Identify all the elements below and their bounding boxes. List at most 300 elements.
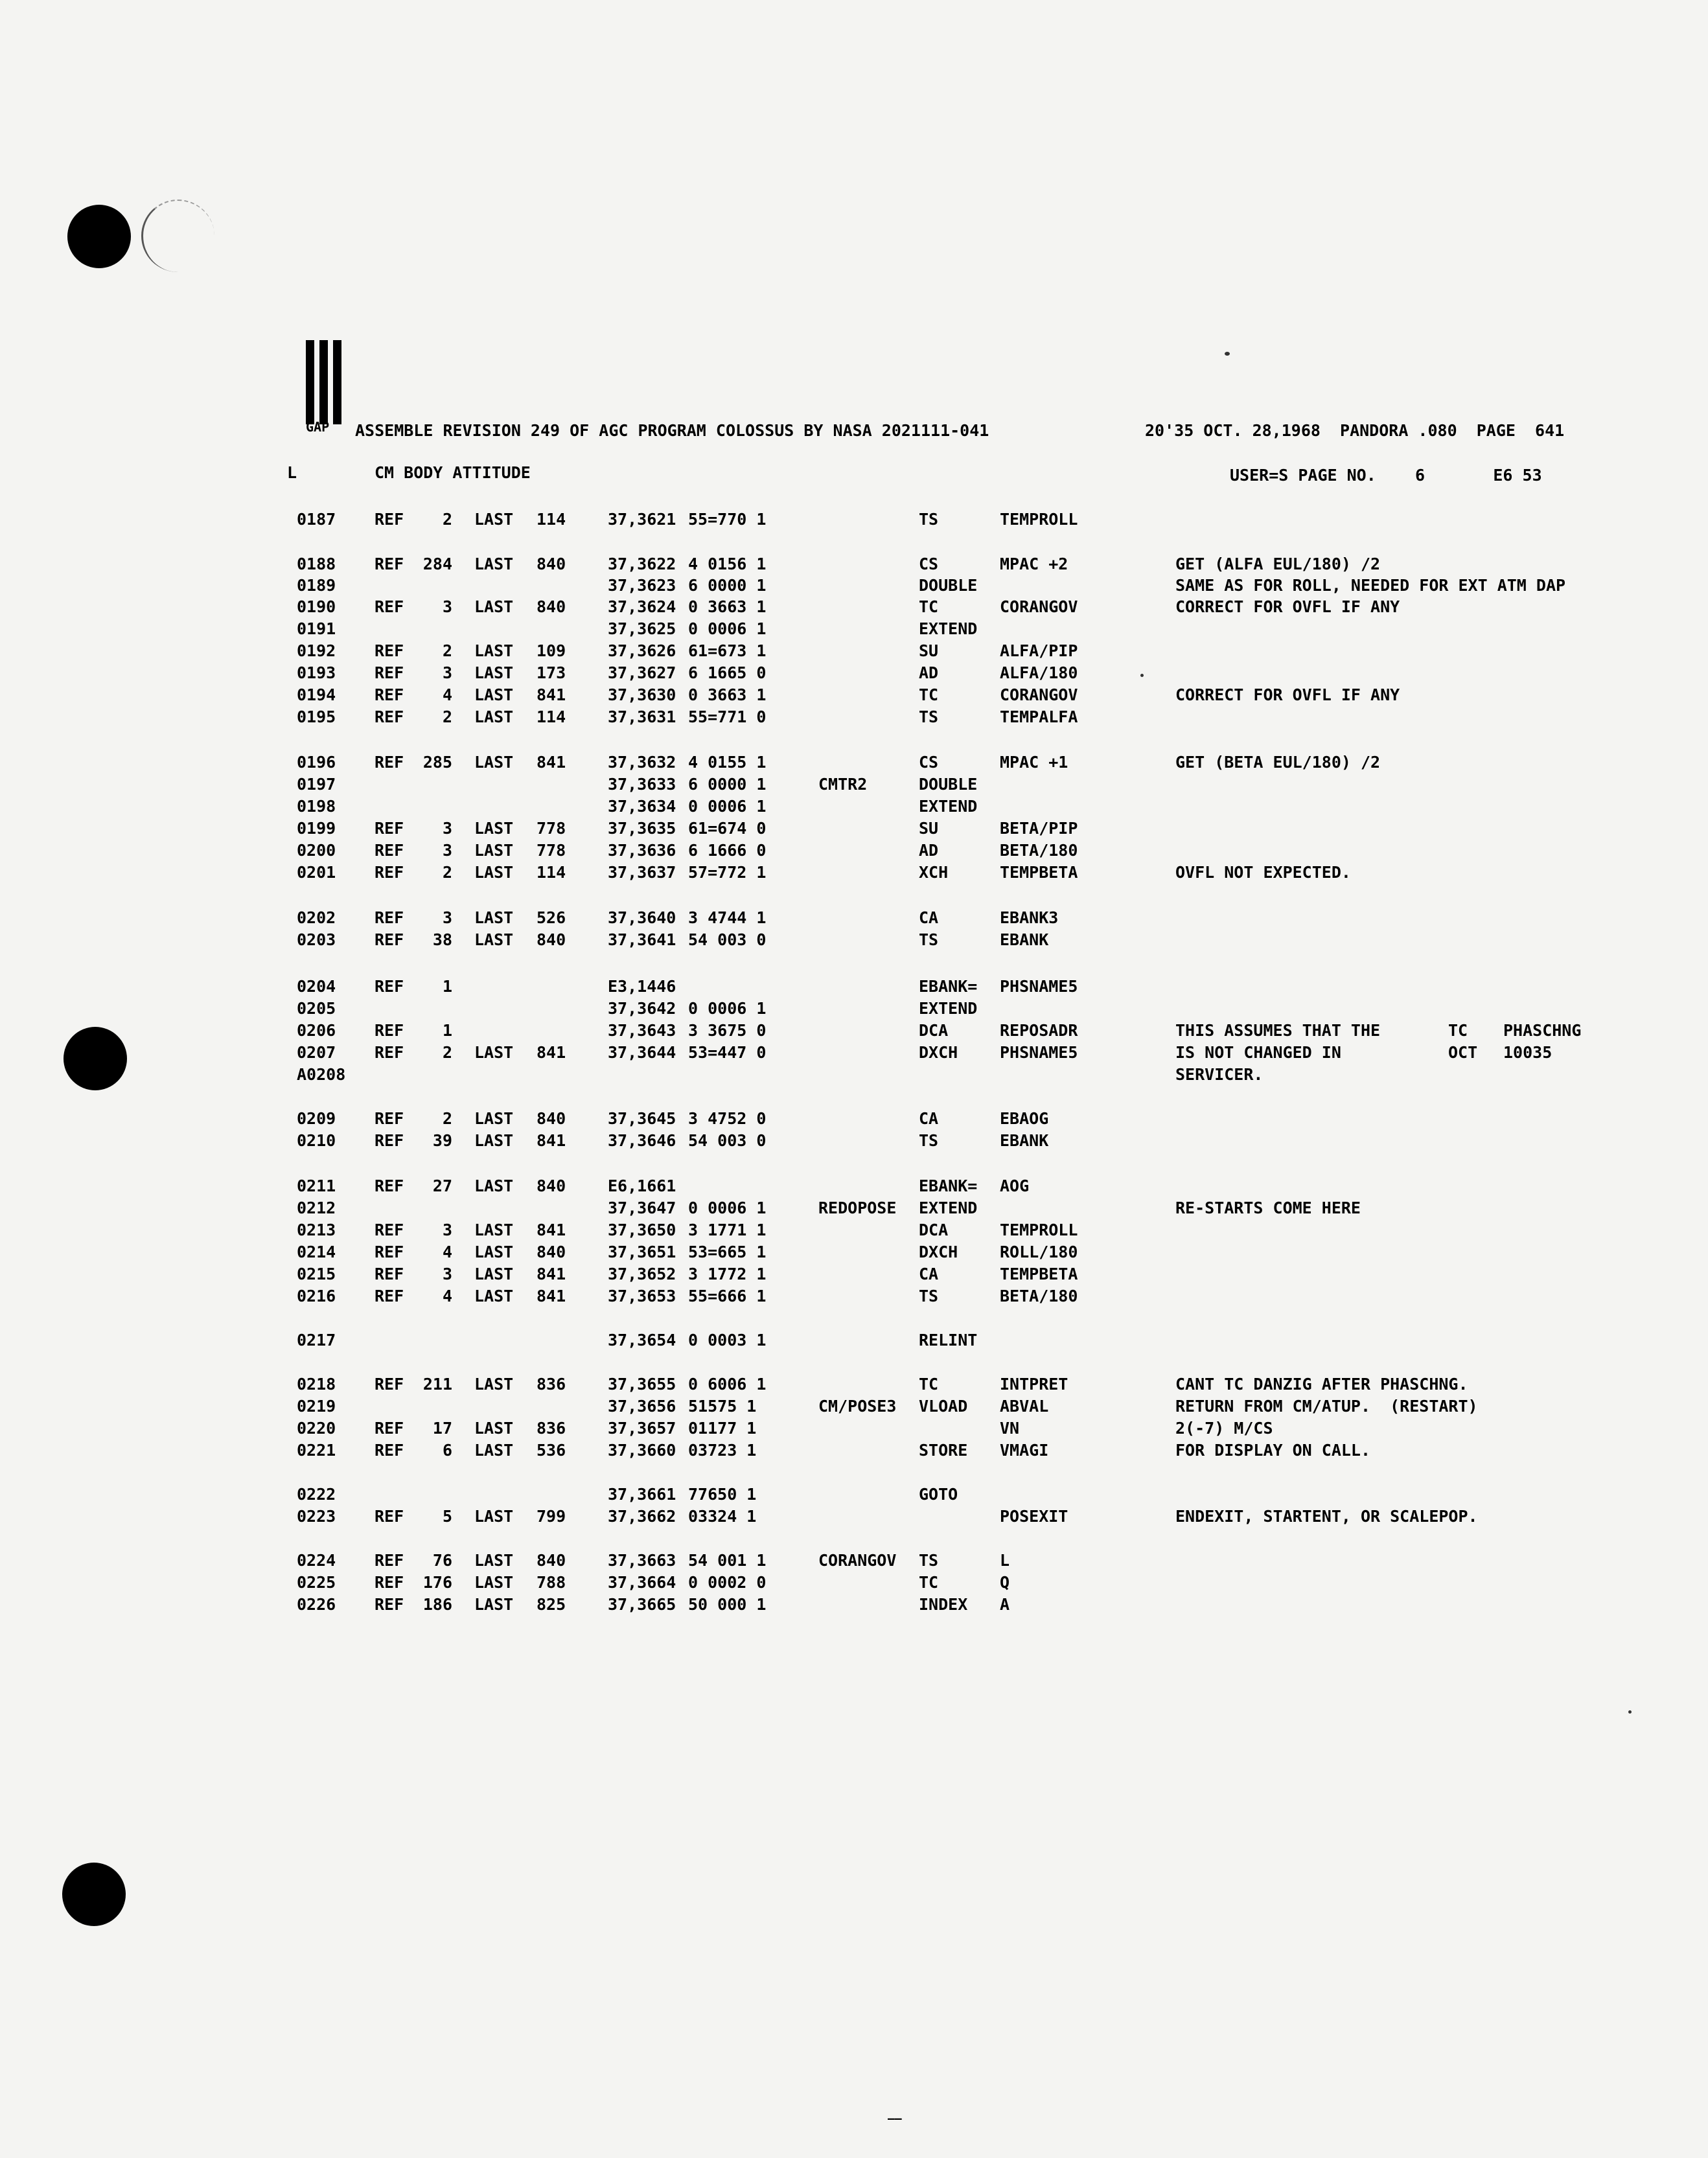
row-word: 0 0006 1 [688, 999, 767, 1018]
row-address: 37,3662 [608, 1507, 676, 1526]
row-ref: REF [375, 1131, 404, 1150]
row-last-link: 114 [537, 863, 566, 882]
row-operand: VN [1000, 1419, 1020, 1438]
row-line-number: 0194 [297, 685, 336, 704]
row-last: LAST [474, 555, 514, 573]
row-line-number: 0220 [297, 1419, 336, 1438]
row-operand: INTPRET [1000, 1375, 1068, 1394]
row-opcode: SU [919, 641, 939, 660]
row-operand: CORANGOV [1000, 685, 1078, 704]
row-ref-count: 3 [442, 908, 452, 927]
row-word: 6 0000 1 [688, 576, 767, 595]
row-ref: REF [375, 1375, 404, 1394]
row-word: 4 0155 1 [688, 753, 767, 772]
row-opcode: EXTEND [919, 797, 978, 816]
row-ref-count: 3 [442, 1221, 452, 1239]
row-opcode: TC [919, 685, 939, 704]
row-opcode: STORE [919, 1441, 968, 1460]
row-opcode: DCA [919, 1221, 949, 1239]
row-opcode: GOTO [919, 1485, 958, 1504]
row-line-number: 0218 [297, 1375, 336, 1394]
row-line-number: 0188 [297, 555, 336, 573]
row-line-number: 0202 [297, 908, 336, 927]
row-comment: RETURN FROM CM/ATUP. (RESTART) [1175, 1397, 1478, 1416]
row-line-number: 0191 [297, 619, 336, 638]
row-last: LAST [474, 1131, 514, 1150]
row-ref-count: 3 [442, 819, 452, 838]
row-last-link: 840 [537, 597, 566, 616]
row-address: 37,3653 [608, 1287, 676, 1305]
row-opcode: TS [919, 707, 939, 726]
row-operand: BETA/180 [1000, 1287, 1078, 1305]
section-letter: L [287, 463, 297, 482]
row-ref: REF [375, 597, 404, 616]
row-ref-count: 4 [442, 1287, 452, 1305]
row-last: LAST [474, 1573, 514, 1592]
banner-bars-logo [306, 340, 341, 424]
row-line-number: 0206 [297, 1021, 336, 1040]
row-last: LAST [474, 1441, 514, 1460]
row-ref-count: 39 [432, 1131, 452, 1150]
print-speck [1225, 352, 1230, 356]
row-word: 01177 1 [688, 1419, 757, 1438]
row-last-link: 841 [537, 753, 566, 772]
row-ref: REF [375, 977, 404, 996]
row-address: 37,3641 [608, 930, 676, 949]
row-last: LAST [474, 1221, 514, 1239]
row-opcode: AD [919, 663, 939, 682]
row-last: LAST [474, 819, 514, 838]
row-word: 53=447 0 [688, 1043, 767, 1062]
row-opcode: CA [919, 1109, 939, 1128]
section-title: CM BODY ATTITUDE [375, 463, 531, 482]
row-line-number: 0195 [297, 707, 336, 726]
row-address: 37,3633 [608, 775, 676, 794]
row-word: 3 3675 0 [688, 1021, 767, 1040]
row-opcode: CA [919, 908, 939, 927]
row-word: 3 1771 1 [688, 1221, 767, 1239]
row-word: 55=666 1 [688, 1287, 767, 1305]
row-last-link: 841 [537, 1221, 566, 1239]
row-word: 54 003 0 [688, 1131, 767, 1150]
row-last-link: 841 [537, 1043, 566, 1062]
row-address: 37,3665 [608, 1595, 676, 1614]
row-opcode: RELINT [919, 1331, 978, 1349]
row-address: 37,3650 [608, 1221, 676, 1239]
row-word: 50 000 1 [688, 1595, 767, 1614]
row-last-link: 825 [537, 1595, 566, 1614]
row-opcode: EBANK= [919, 977, 978, 996]
row-ref-count: 186 [422, 1595, 452, 1614]
row-word: 0 3663 1 [688, 685, 767, 704]
row-comment-2: TC [1448, 1021, 1468, 1040]
row-address: 37,3622 [608, 555, 676, 573]
row-ref: REF [375, 1109, 404, 1128]
row-label: CM/POSE3 [818, 1397, 897, 1416]
user-page-ref: USER=S PAGE NO. 6 E6 53 [1230, 466, 1542, 485]
row-ref-count: 5 [442, 1507, 452, 1526]
row-last-link: 526 [537, 908, 566, 927]
row-last: LAST [474, 863, 514, 882]
row-word: 54 001 1 [688, 1551, 767, 1570]
row-ref: REF [375, 863, 404, 882]
row-last: LAST [474, 908, 514, 927]
row-comment: ENDEXIT, STARTENT, OR SCALEPOP. [1175, 1507, 1478, 1526]
row-operand: POSEXIT [1000, 1507, 1068, 1526]
row-word: 03324 1 [688, 1507, 757, 1526]
row-address: 37,3657 [608, 1419, 676, 1438]
row-last-link: 840 [537, 1551, 566, 1570]
row-last: LAST [474, 1243, 514, 1261]
row-ref-count: 3 [442, 1265, 452, 1283]
row-opcode: INDEX [919, 1595, 968, 1614]
row-word: 6 1666 0 [688, 841, 767, 860]
row-line-number: 0190 [297, 597, 336, 616]
row-last: LAST [474, 1375, 514, 1394]
row-ref-count: 17 [432, 1419, 452, 1438]
row-line-number: 0205 [297, 999, 336, 1018]
row-operand: AOG [1000, 1177, 1030, 1195]
row-address: 37,3625 [608, 619, 676, 638]
row-last-link: 799 [537, 1507, 566, 1526]
row-ref: REF [375, 1265, 404, 1283]
binder-hole-arc [141, 200, 214, 272]
row-ref: REF [375, 641, 404, 660]
row-word: 0 0006 1 [688, 619, 767, 638]
row-label: CORANGOV [818, 1551, 897, 1570]
row-line-number: 0225 [297, 1573, 336, 1592]
row-ref-count: 27 [432, 1177, 452, 1195]
row-last-link: 836 [537, 1419, 566, 1438]
binder-hole-top [67, 205, 131, 268]
print-speck [1628, 1710, 1632, 1714]
row-operand: ALFA/180 [1000, 663, 1078, 682]
row-line-number: 0210 [297, 1131, 336, 1150]
row-address: 37,3651 [608, 1243, 676, 1261]
row-operand: CORANGOV [1000, 597, 1078, 616]
row-address: 37,3621 [608, 510, 676, 529]
row-opcode: AD [919, 841, 939, 860]
row-comment-2: OCT [1448, 1043, 1478, 1062]
row-line-number: 0212 [297, 1199, 336, 1217]
row-last: LAST [474, 685, 514, 704]
row-address: E3,1446 [608, 977, 676, 996]
binder-hole-middle [63, 1027, 127, 1090]
row-ref-count: 4 [442, 685, 452, 704]
row-word: 6 1665 0 [688, 663, 767, 682]
row-ref-count: 2 [442, 1043, 452, 1062]
row-opcode: EXTEND [919, 1199, 978, 1217]
row-opcode: XCH [919, 863, 949, 882]
row-last-link: 836 [537, 1375, 566, 1394]
row-last: LAST [474, 641, 514, 660]
row-address: 37,3652 [608, 1265, 676, 1283]
row-address: 37,3663 [608, 1551, 676, 1570]
row-label: CMTR2 [818, 775, 868, 794]
row-opcode: EBANK= [919, 1177, 978, 1195]
row-line-number: 0201 [297, 863, 336, 882]
row-ref: REF [375, 1287, 404, 1305]
row-ref-count: 3 [442, 841, 452, 860]
row-address: 37,3635 [608, 819, 676, 838]
row-line-number: 0198 [297, 797, 336, 816]
row-line-number: 0217 [297, 1331, 336, 1349]
row-opcode: TS [919, 1551, 939, 1570]
row-operand: TEMPBETA [1000, 1265, 1078, 1283]
row-line-number: 0187 [297, 510, 336, 529]
row-comment: 2(-7) M/CS [1175, 1419, 1273, 1438]
footer-mark: –– [888, 2112, 902, 2126]
row-address: 37,3634 [608, 797, 676, 816]
row-operand: Q [1000, 1573, 1010, 1592]
row-label: REDOPOSE [818, 1199, 897, 1217]
row-ref: REF [375, 1043, 404, 1062]
row-word: 53=665 1 [688, 1243, 767, 1261]
row-operand: VMAGI [1000, 1441, 1049, 1460]
row-last-link: 840 [537, 1177, 566, 1195]
row-opcode: EXTEND [919, 999, 978, 1018]
row-opcode: TS [919, 930, 939, 949]
row-comment: GET (ALFA EUL/180) /2 [1175, 555, 1381, 573]
row-operand: MPAC +2 [1000, 555, 1068, 573]
row-line-number: 0222 [297, 1485, 336, 1504]
row-last: LAST [474, 1287, 514, 1305]
row-ref-count: 3 [442, 663, 452, 682]
row-line-number: 0224 [297, 1551, 336, 1570]
row-last: LAST [474, 1595, 514, 1614]
row-last-link: 173 [537, 663, 566, 682]
row-last: LAST [474, 1265, 514, 1283]
row-last: LAST [474, 510, 514, 529]
row-comment: CORRECT FOR OVFL IF ANY [1175, 597, 1400, 616]
binder-hole-bottom [62, 1863, 126, 1926]
row-word: 3 1772 1 [688, 1265, 767, 1283]
row-line-number: 0207 [297, 1043, 336, 1062]
row-word: 6 0000 1 [688, 775, 767, 794]
row-last-link: 114 [537, 707, 566, 726]
banner-bar [319, 340, 328, 424]
row-ref: REF [375, 510, 404, 529]
row-word: 3 4752 0 [688, 1109, 767, 1128]
row-opcode: EXTEND [919, 619, 978, 638]
row-comment: SERVICER. [1175, 1065, 1264, 1084]
row-word: 3 4744 1 [688, 908, 767, 927]
row-ref-count: 285 [422, 753, 452, 772]
row-last-link: 840 [537, 1243, 566, 1261]
row-comment-3: 10035 [1503, 1043, 1552, 1062]
row-word: 03723 1 [688, 1441, 757, 1460]
row-address: 37,3661 [608, 1485, 676, 1504]
row-opcode: SU [919, 819, 939, 838]
row-opcode: CA [919, 1265, 939, 1283]
row-last-link: 841 [537, 685, 566, 704]
row-word: 4 0156 1 [688, 555, 767, 573]
print-speck [1140, 674, 1144, 677]
row-address: 37,3655 [608, 1375, 676, 1394]
row-ref-count: 2 [442, 1109, 452, 1128]
row-last-link: 536 [537, 1441, 566, 1460]
row-word: 55=771 0 [688, 707, 767, 726]
row-address: 37,3645 [608, 1109, 676, 1128]
row-operand: PHSNAME5 [1000, 977, 1078, 996]
row-last-link: 840 [537, 555, 566, 573]
row-ref-count: 76 [432, 1551, 452, 1570]
row-last: LAST [474, 1551, 514, 1570]
row-last-link: 114 [537, 510, 566, 529]
row-line-number: 0203 [297, 930, 336, 949]
row-line-number: 0211 [297, 1177, 336, 1195]
row-opcode: TS [919, 510, 939, 529]
row-operand: A [1000, 1595, 1010, 1614]
row-ref: REF [375, 707, 404, 726]
row-operand: ABVAL [1000, 1397, 1049, 1416]
row-address: 37,3644 [608, 1043, 676, 1062]
row-last-link: 841 [537, 1131, 566, 1150]
row-word: 0 6006 1 [688, 1375, 767, 1394]
row-ref: REF [375, 908, 404, 927]
row-address: 37,3646 [608, 1131, 676, 1150]
row-address: 37,3656 [608, 1397, 676, 1416]
row-opcode: DXCH [919, 1043, 958, 1062]
row-ref: REF [375, 841, 404, 860]
row-operand: TEMPBETA [1000, 863, 1078, 882]
row-line-number: 0215 [297, 1265, 336, 1283]
row-line-number: 0221 [297, 1441, 336, 1460]
row-ref-count: 2 [442, 863, 452, 882]
row-address: 37,3632 [608, 753, 676, 772]
row-line-number: 0209 [297, 1109, 336, 1128]
row-ref: REF [375, 1243, 404, 1261]
row-opcode: TC [919, 1573, 939, 1592]
row-ref: REF [375, 663, 404, 682]
row-address: 37,3624 [608, 597, 676, 616]
row-opcode: CS [919, 555, 939, 573]
row-last: LAST [474, 597, 514, 616]
row-comment: RE-STARTS COME HERE [1175, 1199, 1361, 1217]
row-line-number: 0189 [297, 576, 336, 595]
row-line-number: A0208 [297, 1065, 346, 1084]
row-last-link: 778 [537, 819, 566, 838]
row-address: 37,3642 [608, 999, 676, 1018]
row-address: 37,3660 [608, 1441, 676, 1460]
row-address: 37,3664 [608, 1573, 676, 1592]
row-word: 54 003 0 [688, 930, 767, 949]
row-operand: EBANK [1000, 930, 1049, 949]
row-word: 77650 1 [688, 1485, 757, 1504]
row-address: 37,3631 [608, 707, 676, 726]
row-last: LAST [474, 930, 514, 949]
row-opcode: DXCH [919, 1243, 958, 1261]
row-address: 37,3647 [608, 1199, 676, 1217]
row-ref-count: 176 [422, 1573, 452, 1592]
row-address: 37,3623 [608, 576, 676, 595]
row-ref: REF [375, 685, 404, 704]
row-line-number: 0219 [297, 1397, 336, 1416]
row-comment-3: PHASCHNG [1503, 1021, 1582, 1040]
row-last: LAST [474, 1419, 514, 1438]
row-ref: REF [375, 1221, 404, 1239]
row-last-link: 109 [537, 641, 566, 660]
row-last: LAST [474, 1507, 514, 1526]
row-opcode: TC [919, 597, 939, 616]
row-last: LAST [474, 841, 514, 860]
row-word: 61=674 0 [688, 819, 767, 838]
row-opcode: VLOAD [919, 1397, 968, 1416]
row-last-link: 840 [537, 1109, 566, 1128]
row-operand: BETA/PIP [1000, 819, 1078, 838]
row-operand: TEMPROLL [1000, 510, 1078, 529]
row-operand: EBANK3 [1000, 908, 1059, 927]
row-ref: REF [375, 1595, 404, 1614]
row-last: LAST [474, 1043, 514, 1062]
row-operand: BETA/180 [1000, 841, 1078, 860]
row-comment: IS NOT CHANGED IN [1175, 1043, 1341, 1062]
row-line-number: 0197 [297, 775, 336, 794]
row-ref-count: 1 [442, 1021, 452, 1040]
row-address: 37,3636 [608, 841, 676, 860]
row-last: LAST [474, 753, 514, 772]
row-ref-count: 2 [442, 510, 452, 529]
row-last-link: 840 [537, 930, 566, 949]
row-operand: L [1000, 1551, 1010, 1570]
row-operand: PHSNAME5 [1000, 1043, 1078, 1062]
row-line-number: 0193 [297, 663, 336, 682]
row-comment: OVFL NOT EXPECTED. [1175, 863, 1351, 882]
row-address: 37,3626 [608, 641, 676, 660]
row-opcode: CS [919, 753, 939, 772]
row-ref-count: 211 [422, 1375, 452, 1394]
row-opcode: DCA [919, 1021, 949, 1040]
row-last: LAST [474, 1109, 514, 1128]
row-operand: REPOSADR [1000, 1021, 1078, 1040]
row-operand: ROLL/180 [1000, 1243, 1078, 1261]
row-ref: REF [375, 555, 404, 573]
row-opcode: DOUBLE [919, 775, 978, 794]
row-line-number: 0226 [297, 1595, 336, 1614]
row-ref: REF [375, 753, 404, 772]
row-last-link: 778 [537, 841, 566, 860]
row-comment: FOR DISPLAY ON CALL. [1175, 1441, 1371, 1460]
row-last-link: 841 [537, 1265, 566, 1283]
row-ref-count: 2 [442, 707, 452, 726]
row-ref: REF [375, 1507, 404, 1526]
row-last: LAST [474, 707, 514, 726]
row-opcode: TS [919, 1287, 939, 1305]
row-ref-count: 6 [442, 1441, 452, 1460]
row-operand: TEMPALFA [1000, 707, 1078, 726]
row-word: 0 0003 1 [688, 1331, 767, 1349]
row-opcode: DOUBLE [919, 576, 978, 595]
row-operand: ALFA/PIP [1000, 641, 1078, 660]
row-address: 37,3640 [608, 908, 676, 927]
row-opcode: TS [919, 1131, 939, 1150]
row-word: 61=673 1 [688, 641, 767, 660]
row-ref: REF [375, 1551, 404, 1570]
row-word: 0 0002 0 [688, 1573, 767, 1592]
row-line-number: 0223 [297, 1507, 336, 1526]
row-comment: CORRECT FOR OVFL IF ANY [1175, 685, 1400, 704]
row-line-number: 0200 [297, 841, 336, 860]
assembly-title: ASSEMBLE REVISION 249 OF AGC PROGRAM COLOSSUS BY NASA 2021111-041 [355, 421, 989, 440]
row-ref: REF [375, 1573, 404, 1592]
row-comment: CANT TC DANZIG AFTER PHASCHNG. [1175, 1375, 1468, 1394]
row-ref: REF [375, 1419, 404, 1438]
row-address: 37,3637 [608, 863, 676, 882]
row-operand: MPAC +1 [1000, 753, 1068, 772]
row-ref-count: 3 [442, 597, 452, 616]
banner-bar [333, 340, 341, 424]
row-ref: REF [375, 1021, 404, 1040]
